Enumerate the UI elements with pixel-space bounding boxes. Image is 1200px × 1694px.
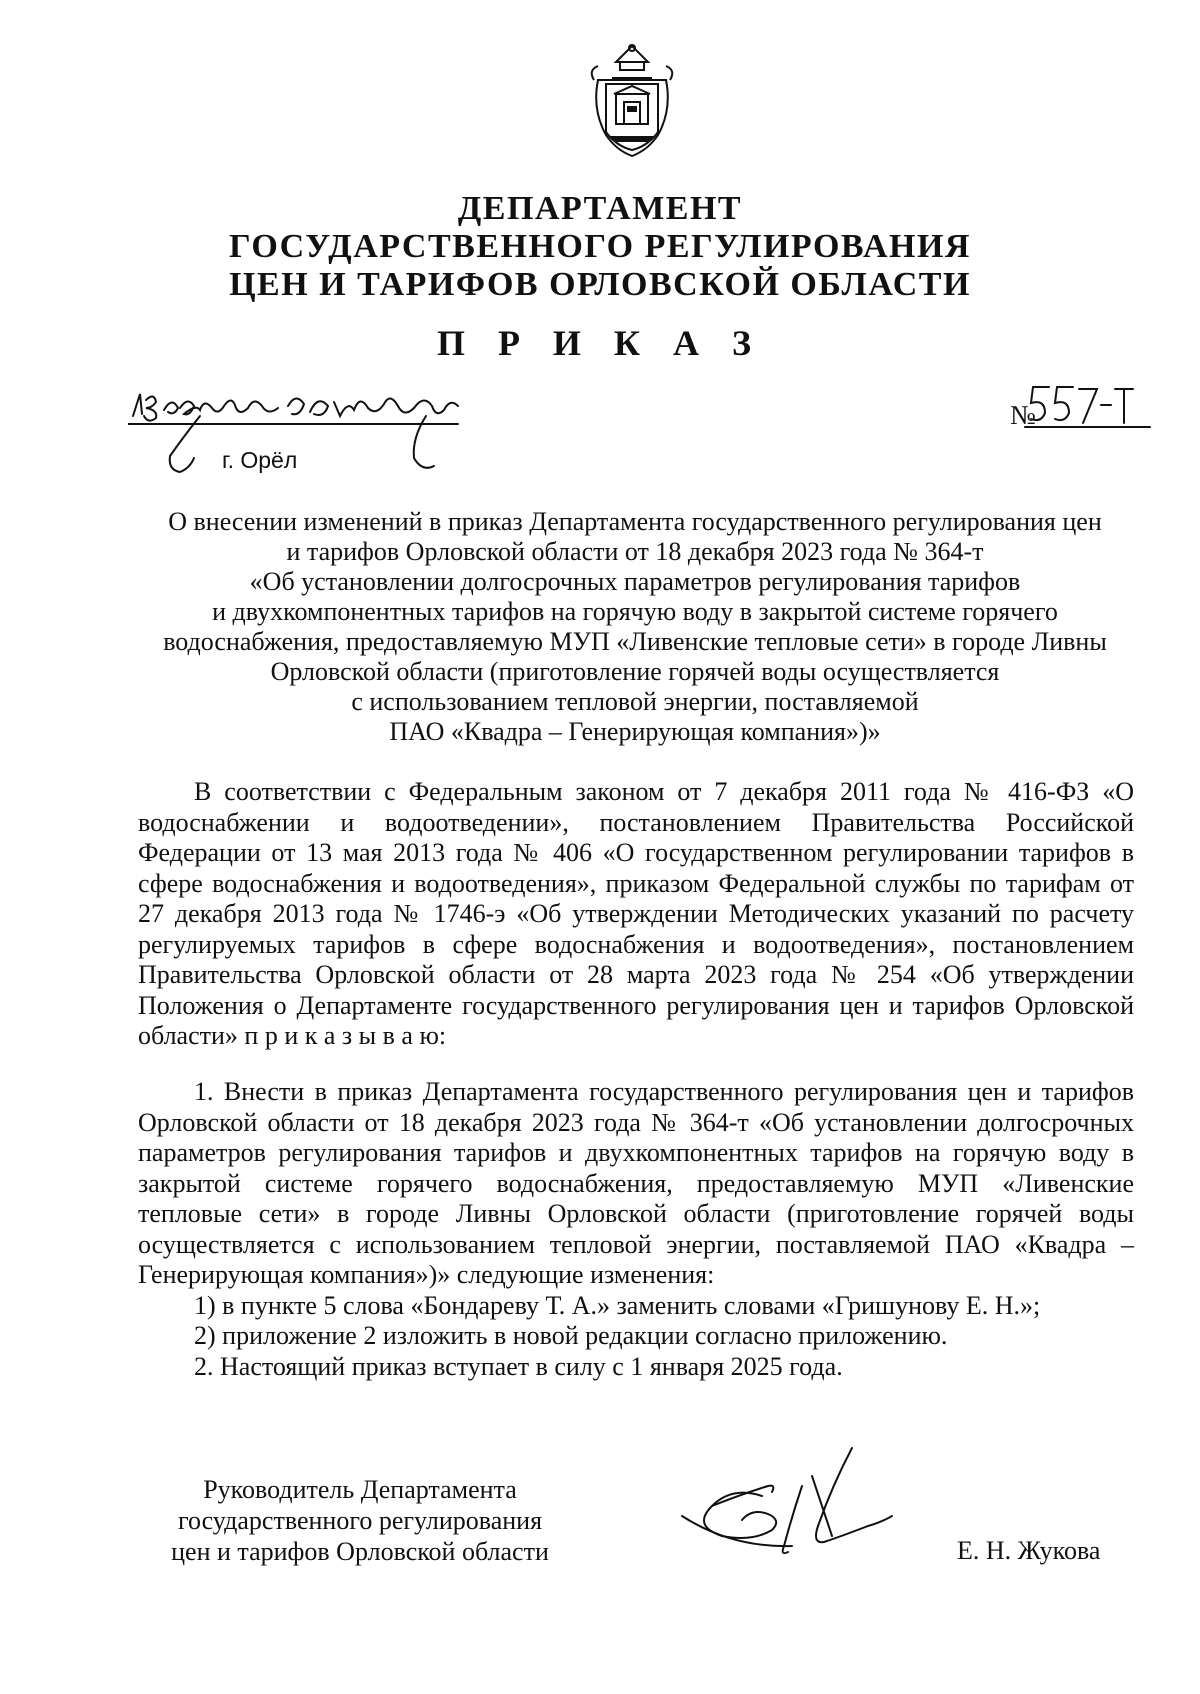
item-2-paragraph: 2. Настоящий приказ вступает в силу с 1 января 2025 года. bbox=[194, 1351, 843, 1381]
dept-line-1: ДЕПАРТАМЕНТ bbox=[457, 190, 743, 227]
preamble-block bbox=[138, 777, 1134, 1052]
document-type-title: П Р И К А З bbox=[436, 323, 764, 363]
subject-line: О внесении изменений в приказ Департамента государственного регулирования цен bbox=[168, 507, 1102, 536]
order-items bbox=[138, 1077, 1134, 1382]
handwritten-date bbox=[128, 386, 473, 476]
signatory-title bbox=[140, 1474, 580, 1567]
order-number-label: № bbox=[1010, 400, 1036, 430]
subject-line: и тарифов Орловской области от 18 декабря 2023 года № 364-т bbox=[286, 537, 984, 566]
dept-line-3: ЦЕН И ТАРИФОВ ОРЛОВСКОЙ ОБЛАСТИ bbox=[229, 266, 971, 303]
item-1-paragraph: 1. Внести в приказ Департамента государственного регулирования цен и тарифов Орловской области от 18 декабря 2023 года № 364-т «Об установлении долгосрочных параметров регулирования тарифов и двухкомпонентных тарифов на горячую воду в закрытой системе горячего водоснабжения, предоставляемую МУП «Ливенские тепловые сети» в городе Ливны Орловской области (приготовление горячей воды осуществляется с использованием тепловой энергии, поставляемой ПАО «Квадра – Генерирующая компания»)» следующие изменения: bbox=[138, 1077, 1134, 1289]
dept-line-2: ГОСУДАРСТВЕННОГО РЕГУЛИРОВАНИЯ bbox=[229, 228, 971, 265]
city-label: г. Орёл bbox=[222, 447, 298, 473]
department-header bbox=[0, 190, 1200, 304]
signatory-title-line: государственного регулирования bbox=[177, 1506, 543, 1535]
subject-line: с использованием тепловой энергии, поставляемой bbox=[351, 687, 919, 716]
subject-line: Орловской области (приготовление горячей воды осуществляется bbox=[270, 657, 1000, 686]
subject-line: «Об установлении долгосрочных параметров регулирования тарифов bbox=[249, 567, 1021, 596]
handwritten-order-number bbox=[1005, 383, 1155, 443]
order-subject bbox=[135, 507, 1135, 747]
item-1-2-paragraph: 2) приложение 2 изложить в новой редакции согласно приложению. bbox=[194, 1321, 948, 1350]
item-1-1-paragraph: 1) в пункте 5 слова «Бондареву Т. А.» заменить словами «Гришунову Е. Н.»; bbox=[194, 1290, 1041, 1320]
handwritten-signature bbox=[672, 1446, 912, 1566]
signatory-title-line: Руководитель Департамента bbox=[203, 1475, 517, 1504]
preamble-paragraph: В соответствии с Федеральным законом от 7 декабря 2011 года № 416-ФЗ «О водоснабжении и водоотведении», постановлением Правительства Российской Федерации от 13 мая 2013 года № 406 «О государственном регулировании тарифов в сфере водоснабжения и водоотведения», приказом Федеральной службы по тарифам от 27 декабря 2013 года № 1746-э «Об утверждении Методических указаний по расчету регулируемых тарифов в сфере водоснабжения и водоотведения», постановлением Правительства Орловской области от 28 марта 2023 года № 254 «Об утверждении Положения о Департаменте государственного регулирования цен и тарифов Орловской области» п р и к а з ы в а ю: bbox=[138, 777, 1134, 1050]
coat-of-arms-emblem bbox=[586, 40, 678, 160]
subject-line: и двухкомпонентных тарифов на горячую воду в закрытой системе горячего bbox=[212, 597, 1058, 626]
subject-line: водоснабжения, предоставляемую МУП «Ливенские тепловые сети» в городе Ливны bbox=[163, 627, 1107, 656]
signatory-title-line: цен и тарифов Орловской области bbox=[171, 1537, 549, 1566]
signatory-name: Е. Н. Жукова bbox=[957, 1536, 1101, 1565]
subject-line: ПАО «Квадра – Генерирующая компания»)» bbox=[389, 717, 881, 746]
